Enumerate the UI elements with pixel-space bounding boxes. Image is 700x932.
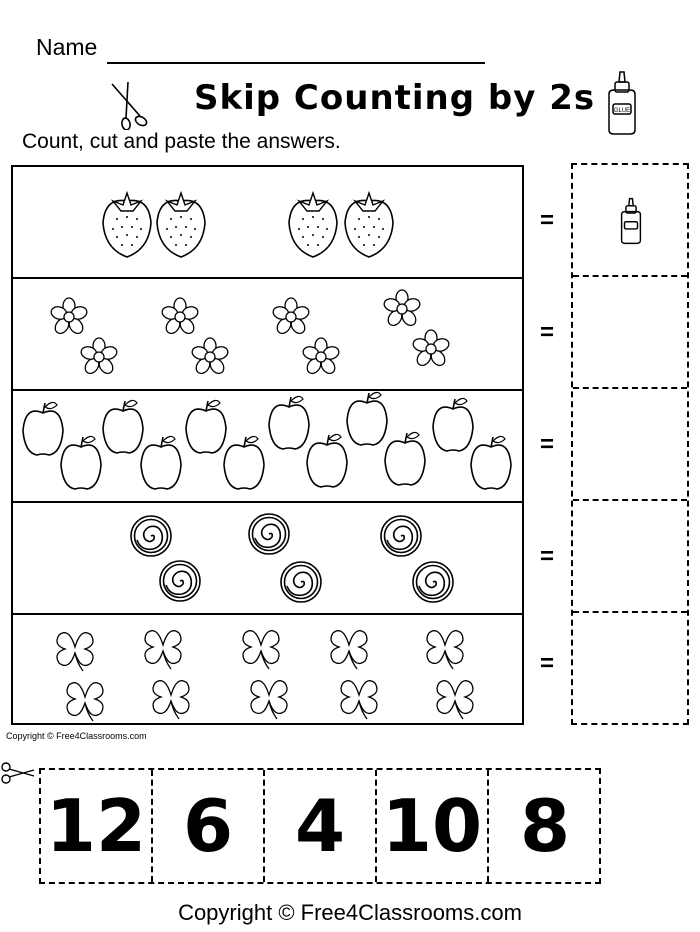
swirl-candy-icon [381,516,421,556]
flower-icon [302,338,341,376]
number-card[interactable]: 4 [265,770,377,882]
strawberry-icon [157,193,205,257]
number-card[interactable]: 12 [41,770,153,882]
equals-sign: = [540,431,555,458]
flower-icon [80,338,119,376]
apple-icon [269,396,309,449]
equals-sign: = [540,319,555,346]
shamrock-icon [331,631,367,669]
answer-box[interactable] [573,613,687,725]
shamrock-icon [437,681,473,719]
swirl-candy-icon [249,514,289,554]
number-card[interactable]: 8 [519,784,571,868]
flower-icon [161,298,200,336]
shamrock-icon [251,681,287,719]
row-swirls [13,503,522,615]
apple-icon [141,436,181,489]
swirl-candy-icon [281,562,321,602]
answer-box[interactable] [573,389,687,501]
picture-grid [11,165,524,725]
worksheet-title: Skip Counting by 2s [194,78,596,118]
cut-out-strip [39,768,601,884]
flower-icon [50,298,89,336]
apple-icon [23,402,63,455]
copyright-footer: Copyright © Free4Classrooms.com [178,900,522,925]
shamrock-icon [243,631,279,669]
instructions: Count, cut and paste the answers. [22,130,341,153]
apple-icon [103,400,143,453]
equals-sign: = [540,543,555,570]
row-shamrocks [13,615,522,727]
glue-bottle-icon [604,70,640,136]
apple-icon [307,434,347,487]
apple-icon [471,436,511,489]
shamrock-icon [341,681,377,719]
equals-sign: = [540,650,555,677]
name-label: Name [36,34,98,60]
shamrock-icon [427,631,463,669]
answer-column [571,163,689,725]
answer-box[interactable] [573,165,687,277]
shamrock-icon [145,631,181,669]
scissors-icon [0,760,36,786]
swirl-candy-icon [160,561,200,601]
name-line[interactable] [107,62,485,64]
strawberry-icon [345,193,393,257]
row-apples [13,391,522,503]
strawberry-icon [289,193,337,257]
apple-icon [224,436,264,489]
apple-icon [186,400,226,453]
answer-box[interactable] [573,277,687,389]
copyright-small: Copyright © Free4Classrooms.com [6,731,147,741]
shamrock-icon [67,683,103,721]
number-card[interactable]: 6 [153,770,265,882]
swirl-candy-icon [131,516,171,556]
glue-label: GLUE [613,108,631,114]
apple-icon [347,392,387,445]
apple-icon [385,432,425,485]
shamrock-icon [57,633,93,671]
glue-bottle-icon [618,197,644,245]
row-flowers [13,279,522,391]
flower-icon [272,298,311,336]
answer-box[interactable] [573,501,687,613]
flower-icon [191,338,230,376]
swirl-candy-icon [413,562,453,602]
strawberry-icon [103,193,151,257]
scissors-icon [106,80,156,130]
row-strawberries [13,167,522,279]
flower-icon [383,290,422,328]
apple-icon [61,436,101,489]
shamrock-icon [153,681,189,719]
equals-sign: = [540,207,555,234]
flower-icon [412,330,451,368]
apple-icon [433,398,473,451]
number-card[interactable]: 10 [377,770,489,882]
